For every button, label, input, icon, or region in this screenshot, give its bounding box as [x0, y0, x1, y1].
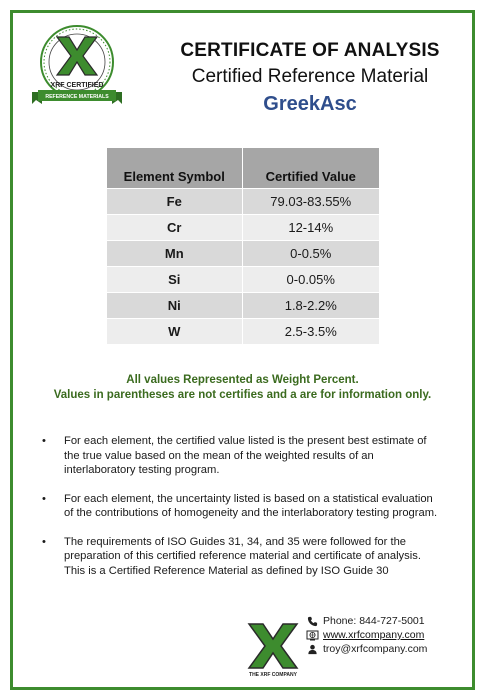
table-row	[107, 292, 379, 318]
table-row	[107, 266, 379, 292]
xrf-certified-seal-logo	[22, 20, 132, 110]
certified-value-cell: 79.03-83.55%	[242, 188, 379, 214]
certificate-subtitle: Certified Reference Material	[191, 66, 429, 87]
column-header-element-symbol: Element Symbol	[107, 148, 242, 188]
contact-info	[305, 614, 427, 656]
xrf-company-logo	[245, 622, 301, 678]
certified-value-cell: 0-0.5%	[242, 240, 379, 266]
note-line-2: Values in parentheses are not certifies and a are for information only.	[53, 389, 432, 401]
table-row	[107, 214, 379, 240]
table-header-row	[107, 148, 379, 188]
list-item-text: The requirements of ISO Guides 31, 34, and 35 were followed for the preparation of this certified reference material and certificate of analysis. This is a Certified Reference Material as defined by ISO Guide 30	[64, 535, 421, 577]
element-symbol-cell: Fe	[107, 188, 242, 214]
certified-value-cell: 2.5-3.5%	[242, 318, 379, 344]
header	[160, 40, 460, 116]
certified-values-table	[107, 148, 379, 344]
list-item	[42, 434, 442, 478]
bullet-icon: •	[42, 492, 46, 505]
element-symbol-cell: Cr	[107, 214, 242, 240]
globe-icon	[305, 629, 319, 641]
table-row	[107, 188, 379, 214]
bullet-icon: •	[42, 435, 46, 447]
element-symbol-cell: Mn	[107, 240, 242, 266]
element-symbol-cell: W	[107, 318, 242, 344]
phone-number: Phone: 844-727-5001	[323, 615, 425, 627]
table-row	[107, 240, 379, 266]
list-item-text: For each element, the certified value listed is the present best estimate of the true value based on the mean of the weighted results of an interlaboratory testing program.	[64, 435, 427, 476]
certified-value-cell: 0-0.05%	[242, 266, 379, 292]
element-symbol-cell: Ni	[107, 292, 242, 318]
email-row[interactable]	[305, 642, 427, 656]
certified-value-cell: 12-14%	[242, 214, 379, 240]
seal-text: XRF CERTIFIED	[50, 82, 104, 89]
table-row	[107, 318, 379, 344]
footer-logo-text: THE XRF COMPANY	[249, 672, 297, 678]
user-icon	[305, 643, 319, 655]
column-header-certified-value: Certified Value	[242, 148, 379, 188]
element-symbol-cell: Si	[107, 266, 242, 292]
website-link[interactable]: www.xrfcompany.com	[323, 629, 425, 641]
phone-icon	[305, 615, 319, 627]
email-address[interactable]: troy@xrfcompany.com	[323, 643, 428, 655]
bullet-icon: •	[42, 535, 46, 548]
certified-value-cell: 1.8-2.2%	[242, 292, 379, 318]
note-line-1: All values Represented as Weight Percent.	[126, 374, 359, 386]
certification-notes-list	[42, 434, 442, 592]
list-item-text: For each element, the uncertainty listed is based on a statistical evaluation of the contributions of homogeneity and the interlaboratory testing program.	[64, 492, 438, 519]
phone-row	[305, 614, 427, 628]
weight-percent-note	[40, 373, 445, 403]
website-row[interactable]	[305, 628, 427, 642]
certificate-title: CERTIFICATE OF ANALYSIS	[180, 40, 440, 61]
seal-ribbon-text: REFERENCE MATERIALS	[45, 94, 109, 100]
list-item	[42, 535, 442, 579]
product-name: GreekAsc	[263, 93, 357, 115]
list-item	[42, 492, 442, 521]
